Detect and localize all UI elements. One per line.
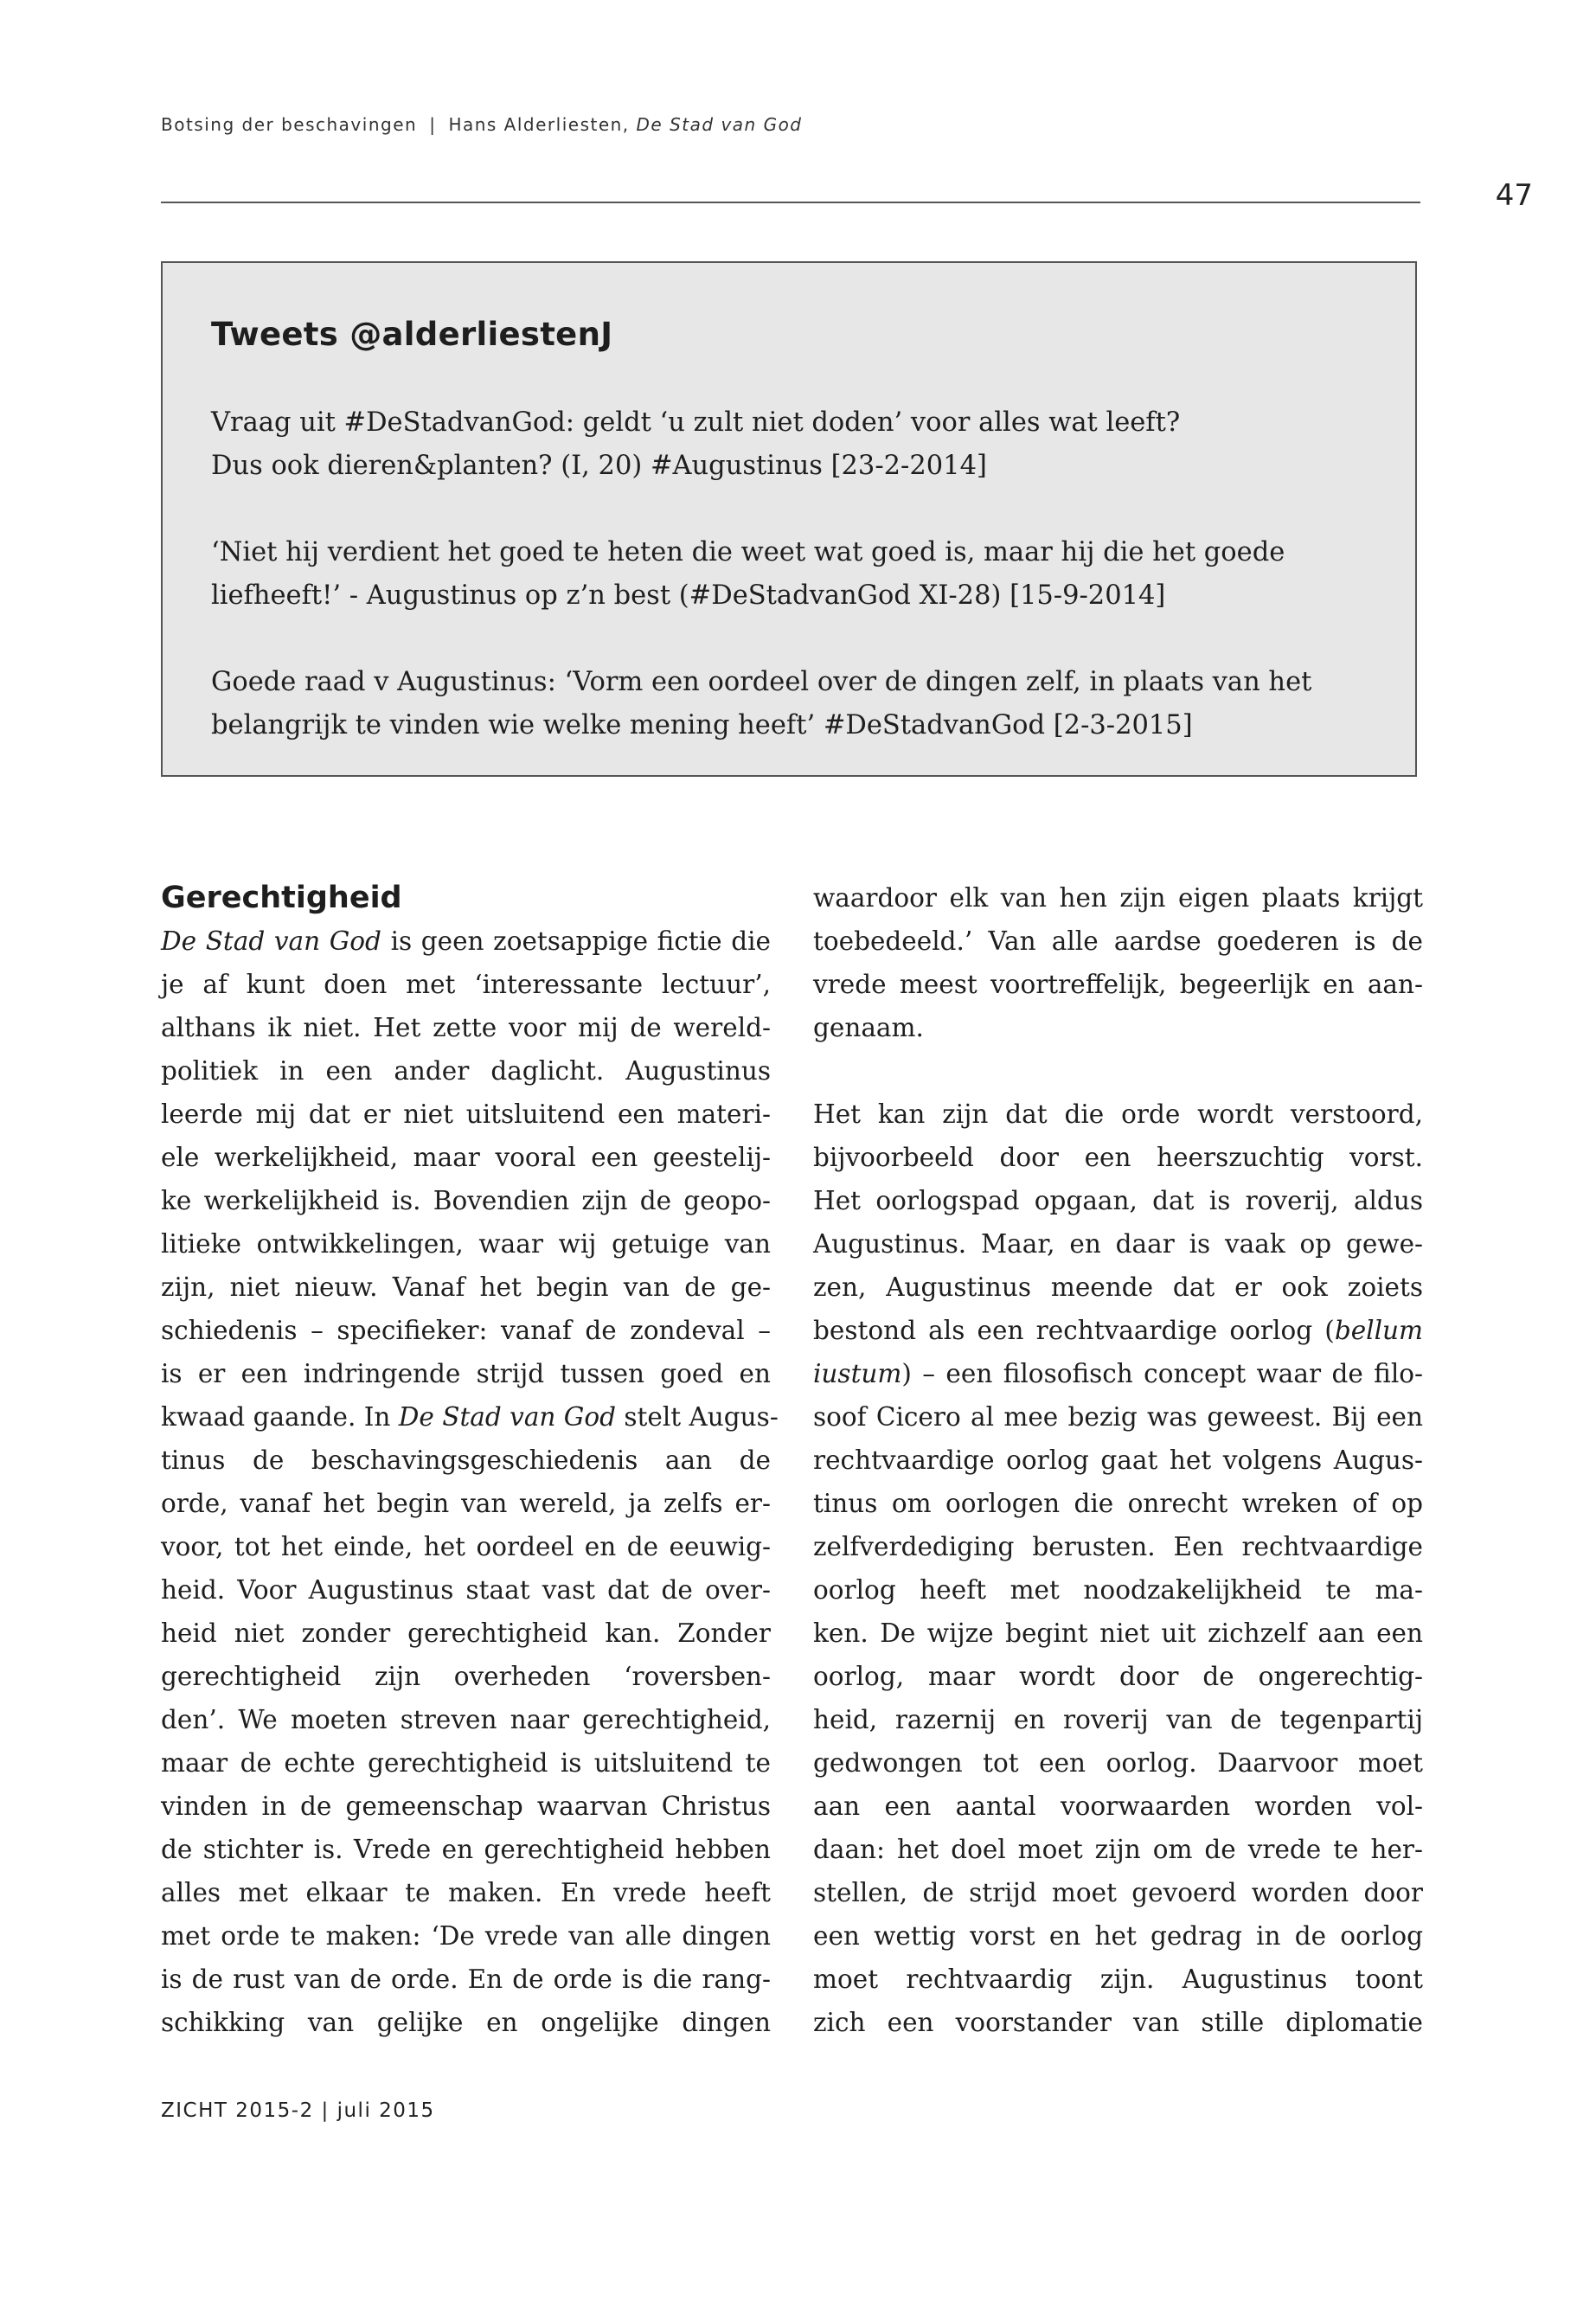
text-line	[813, 1309, 1423, 1352]
text-line: schiedenis – specifieker: vanaf de zondeval –	[161, 1316, 771, 1345]
running-header	[161, 114, 803, 135]
text-line: aan een aantal voorwaarden worden vol-	[813, 1791, 1423, 1821]
latin-term-italic: iustum	[813, 1359, 902, 1388]
text-fragment: kwaad gaande. In	[161, 1402, 399, 1432]
text-line: rechtvaardige oorlog gaat het volgens Augus-	[813, 1445, 1423, 1475]
text-line	[161, 920, 771, 963]
text-line: zich een voorstander van stille diplomatie	[813, 2008, 1423, 2037]
section-heading: Gerechtigheid	[161, 881, 402, 915]
tweets-box	[161, 261, 1417, 777]
header-section: Botsing der beschavingen	[161, 114, 418, 135]
text-line: vinden in de gemeenschap waarvan Christus	[161, 1791, 771, 1821]
text-line: litieke ontwikkelingen, waar wij getuige van	[161, 1229, 771, 1259]
latin-term-italic: bellum	[1334, 1316, 1423, 1345]
text-line: politiek in een ander daglicht. Augustinus	[161, 1056, 771, 1086]
tweet-line: Vraag uit #DeStadvanGod: geldt ‘u zult niet doden’ voor alles wat leeft?	[211, 407, 1181, 438]
header-rule	[161, 202, 1420, 203]
text-line: ke werkelijkheid is. Bovendien zijn de geopo-	[161, 1186, 771, 1215]
book-title-italic: De Stad van God	[161, 926, 381, 956]
text-line: alles met elkaar te maken. En vrede heeft	[161, 1878, 771, 1907]
text-line: oorlog, maar wordt door de ongerechtig-	[813, 1662, 1423, 1691]
text-line: is de rust van de orde. En de orde is die rang-	[161, 1965, 771, 1994]
article-right-column	[813, 876, 1423, 2044]
text-line: heid. Voor Augustinus staat vast dat de over-	[161, 1575, 771, 1605]
text-line: maar de echte gerechtigheid is uitsluitend te	[161, 1748, 771, 1778]
text-line	[161, 1395, 779, 1439]
text-line: genaam.	[813, 1013, 924, 1042]
tweet-line: ‘Niet hij verdient het goed te heten die weet wat goed is, maar hij die het goede	[211, 537, 1285, 567]
text-line: gerechtigheid zijn overheden ‘roversben-	[161, 1662, 771, 1691]
tweet-1	[211, 401, 1379, 488]
text-line: stellen, de strijd moet gevoerd worden door	[813, 1878, 1423, 1907]
tweet-line: Dus ook dieren&planten? (I, 20) #Augustinus [23-2-2014]	[211, 451, 987, 481]
text-line: toebedeeld.’ Van alle aardse goederen is de	[813, 926, 1423, 956]
text-line: Het kan zijn dat die orde wordt verstoord,	[813, 1099, 1423, 1129]
paragraph-gap	[813, 1049, 1423, 1093]
text-line: met orde te maken: ‘De vrede van alle dingen	[161, 1921, 771, 1951]
tweet-3	[211, 661, 1379, 747]
tweet-line: liefheeft!’ - Augustinus op z’n best (#DeStadvanGod XI-28) [15-9-2014]	[211, 580, 1166, 611]
book-title-italic: De Stad van God	[398, 1402, 616, 1432]
text-line: soof Cicero al mee bezig was geweest. Bij een	[813, 1402, 1423, 1432]
page-number: 47	[1495, 178, 1533, 213]
text-line: althans ik niet. Het zette voor mij de wereld-	[161, 1013, 771, 1042]
tweet-2	[211, 531, 1379, 618]
header-book-title: De Stad van God	[636, 114, 803, 135]
header-separator: |	[429, 114, 437, 135]
text-line: tinus de beschavingsgeschiedenis aan de	[161, 1445, 771, 1475]
text-line: ken. De wijze begint niet uit zichzelf aan een	[813, 1618, 1423, 1648]
text-line: een wettig vorst en het gedrag in de oorlog	[813, 1921, 1423, 1951]
text-line: gedwongen tot een oorlog. Daarvoor moet	[813, 1748, 1423, 1778]
text-line: voor, tot het einde, het oordeel en de eeuwig-	[161, 1532, 771, 1561]
text-line: leerde mij dat er niet uitsluitend een materi-	[161, 1099, 771, 1129]
text-line	[813, 1352, 1423, 1395]
text-line: Augustinus. Maar, en daar is vaak op gewe-	[813, 1229, 1423, 1259]
text-line: waardoor elk van hen zijn eigen plaats krijgt	[813, 883, 1423, 913]
text-line: schikking van gelijke en ongelijke dingen	[161, 2008, 771, 2037]
article-left-column	[161, 876, 779, 2044]
paragraph	[161, 920, 779, 2044]
text-fragment: bestond als een rechtvaardige oorlog (	[813, 1316, 1335, 1345]
text-fragment: stelt Augus-	[616, 1402, 779, 1432]
text-line: zijn, niet nieuw. Vanaf het begin van de ge-	[161, 1272, 771, 1302]
text-line: orde, vanaf het begin van wereld, ja zelfs er-	[161, 1489, 771, 1518]
tweet-line: belangrijk te vinden wie welke mening heeft’ #DeStadvanGod [2-3-2015]	[211, 710, 1193, 740]
text-line: Het oorlogspad opgaan, dat is roverij, aldus	[813, 1186, 1423, 1215]
page-footer: ZICHT 2015-2 | juli 2015	[161, 2099, 435, 2122]
header-author: Hans Alderliesten,	[448, 114, 630, 135]
text-line: den’. We moeten streven naar gerechtigheid,	[161, 1705, 771, 1734]
tweets-title: Tweets @alderliestenJ	[211, 316, 613, 353]
text-line: ele werkelijkheid, maar vooral een geestelij-	[161, 1143, 771, 1172]
text-line: vrede meest voortreffelijk, begeerlijk en aan-	[813, 970, 1423, 999]
text-line: de stichter is. Vrede en gerechtigheid hebben	[161, 1835, 771, 1864]
text-line: oorlog heeft met noodzakelijkheid te ma-	[813, 1575, 1423, 1605]
text-line: daan: het doel moet zijn om de vrede te her-	[813, 1835, 1423, 1864]
text-fragment: ) – een filosofisch concept waar de filo-	[901, 1359, 1423, 1388]
text-line: tinus om oorlogen die onrecht wreken of op	[813, 1489, 1423, 1518]
text-line: je af kunt doen met ‘interessante lectuur’,	[161, 970, 771, 999]
text-line: heid niet zonder gerechtigheid kan. Zonder	[161, 1618, 771, 1648]
paragraph	[813, 1093, 1423, 2044]
text-line: bijvoorbeeld door een heerszuchtig vorst.	[813, 1143, 1423, 1172]
text-line: zelfverdediging berusten. Een rechtvaardige	[813, 1532, 1423, 1561]
paragraph	[813, 876, 1423, 1049]
text-line: heid, razernij en roverij van de tegenpartij	[813, 1705, 1423, 1734]
text-line: zen, Augustinus meende dat er ook zoiets	[813, 1272, 1423, 1302]
text-line: moet rechtvaardig zijn. Augustinus toont	[813, 1965, 1423, 1994]
text-line: is er een indringende strijd tussen goed en	[161, 1359, 771, 1388]
tweet-line: Goede raad v Augustinus: ‘Vorm een oordeel over de dingen zelf, in plaats van het	[211, 667, 1312, 697]
text-fragment: is geen zoetsappige fictie die	[381, 926, 771, 956]
